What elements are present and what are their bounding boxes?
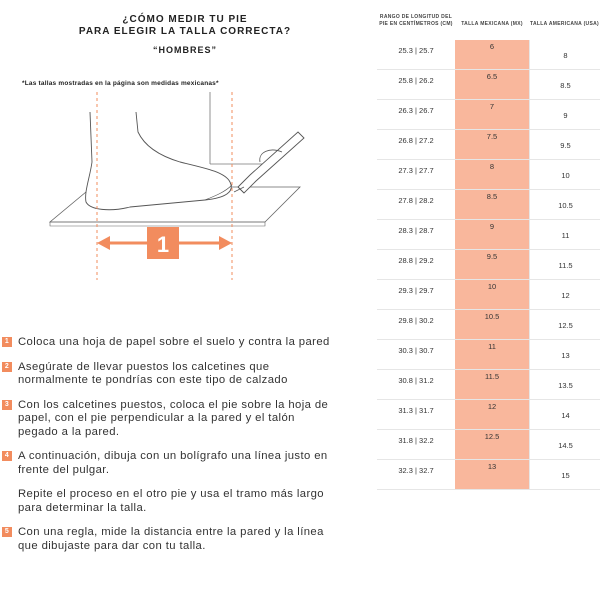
table-row [377,190,600,220]
usa-cell: 15 [529,460,600,489]
mx-cell: 6.5 [455,70,529,99]
mx-cell: 7 [455,100,529,129]
title-line-1: ¿CÓMO MEDIR TU PIE [122,14,248,25]
step-number-badge: 5 [2,527,12,537]
cm-cell: 26.3 | 26.7 [377,100,456,129]
table-body [377,40,600,490]
mx-cell: 9 [455,220,529,249]
table-header [377,14,600,40]
step-4-note [2,488,332,515]
mx-cell: 11.5 [455,370,529,399]
header-usa: TALLA AMERICANA (USA) [530,21,599,27]
table-row [377,400,600,430]
cm-cell: 29.3 | 29.7 [377,280,456,309]
step-number-badge: 2 [2,362,12,372]
usa-cell: 9 [529,100,600,129]
title-line-2: PARA ELEGIR LA TALLA CORRECTA? [78,26,292,37]
size-table [377,14,600,490]
table-row [377,100,600,130]
table-row [377,310,600,340]
usa-cell: 14 [529,400,600,429]
cm-cell: 28.3 | 28.7 [377,220,456,249]
usa-cell: 12.5 [529,310,600,339]
usa-cell: 11 [529,220,600,249]
step-2 [2,361,332,388]
table-row [377,220,600,250]
mx-cell: 6 [455,40,529,69]
usa-cell: 13.5 [529,370,600,399]
step-text: Asegúrate de llevar puestos los calcetines que normalmente te pondrías con este tipo de calzado [18,360,288,386]
cm-cell: 30.8 | 31.2 [377,370,456,399]
step-1 [2,336,332,350]
cm-cell: 28.8 | 29.2 [377,250,456,279]
table-row [377,340,600,370]
cm-cell: 30.3 | 30.7 [377,340,456,369]
mx-cell: 10 [455,280,529,309]
step-3 [2,399,332,440]
cm-cell: 31.3 | 31.7 [377,400,456,429]
measure-marker-label: 1 [156,232,170,257]
usa-cell: 11.5 [529,250,600,279]
cm-cell: 29.8 | 30.2 [377,310,456,339]
step-number-badge: 4 [2,451,12,461]
step-4 [2,450,332,477]
table-row [377,70,600,100]
pencil-icon [234,132,304,193]
foot-measure-illustration [20,92,350,282]
cm-cell: 27.8 | 28.2 [377,190,456,219]
header-cm: RANGO DE LONGITUD DEL PIE EN CENTÍMETROS (CM) [379,14,453,27]
paper-edge [50,222,265,226]
usa-cell: 8 [529,40,600,69]
table-row [377,40,600,70]
usa-cell: 10.5 [529,190,600,219]
table-row [377,160,600,190]
subtitle: “HOMBRES” [152,45,217,55]
usa-cell: 10 [529,160,600,189]
page-title [40,14,330,38]
cm-cell: 31.8 | 32.2 [377,430,456,459]
header-mx: TALLA MEXICANA (MX) [461,21,523,27]
step-text: Con los calcetines puestos, coloca el pie sobre la hoja de papel, con el pie perpendicular a la pared y el talón pegado a la pared. [18,398,329,438]
size-note: *Las tallas mostradas en la página son medidas mexicanas* [22,80,219,87]
step-text: A continuación, dibuja con un bolígrafo una línea justo en frente del pulgar. [18,450,328,476]
step-number-badge: 3 [2,400,12,410]
cm-cell: 32.3 | 32.7 [377,460,456,489]
usa-cell: 8.5 [529,70,600,99]
table-row [377,430,600,460]
mx-cell: 12.5 [455,430,529,459]
cm-cell: 26.8 | 27.2 [377,130,456,159]
arrow-left-head [97,236,110,250]
mx-cell: 7.5 [455,130,529,159]
step-5 [2,526,332,553]
mx-cell: 8 [455,160,529,189]
mx-cell: 8.5 [455,190,529,219]
foot-icon [86,112,232,210]
cm-cell: 27.3 | 27.7 [377,160,456,189]
cm-cell: 25.3 | 25.7 [377,40,456,69]
usa-cell: 14.5 [529,430,600,459]
mx-cell: 10.5 [455,310,529,339]
step-number-badge: 1 [2,337,12,347]
mx-cell: 13 [455,460,529,489]
step-text: Con una regla, mide la distancia entre la pared y la línea que dibujaste para dar con tu talla. [18,526,324,552]
instructions-list [2,336,332,553]
step-text: Coloca una hoja de papel sobre el suelo y contra la pared [18,336,330,348]
mx-cell: 9.5 [455,250,529,279]
usa-cell: 13 [529,340,600,369]
table-row [377,280,600,310]
table-row [377,460,600,490]
mx-cell: 11 [455,340,529,369]
usa-cell: 9.5 [529,130,600,159]
usa-cell: 12 [529,280,600,309]
mx-cell: 12 [455,400,529,429]
arrow-right-head [219,236,232,250]
cm-cell: 25.8 | 26.2 [377,70,456,99]
table-row [377,130,600,160]
step-text: Repite el proceso en el otro pie y usa el tramo más largo para determinar la talla. [18,488,324,514]
table-row [377,370,600,400]
table-row [377,250,600,280]
